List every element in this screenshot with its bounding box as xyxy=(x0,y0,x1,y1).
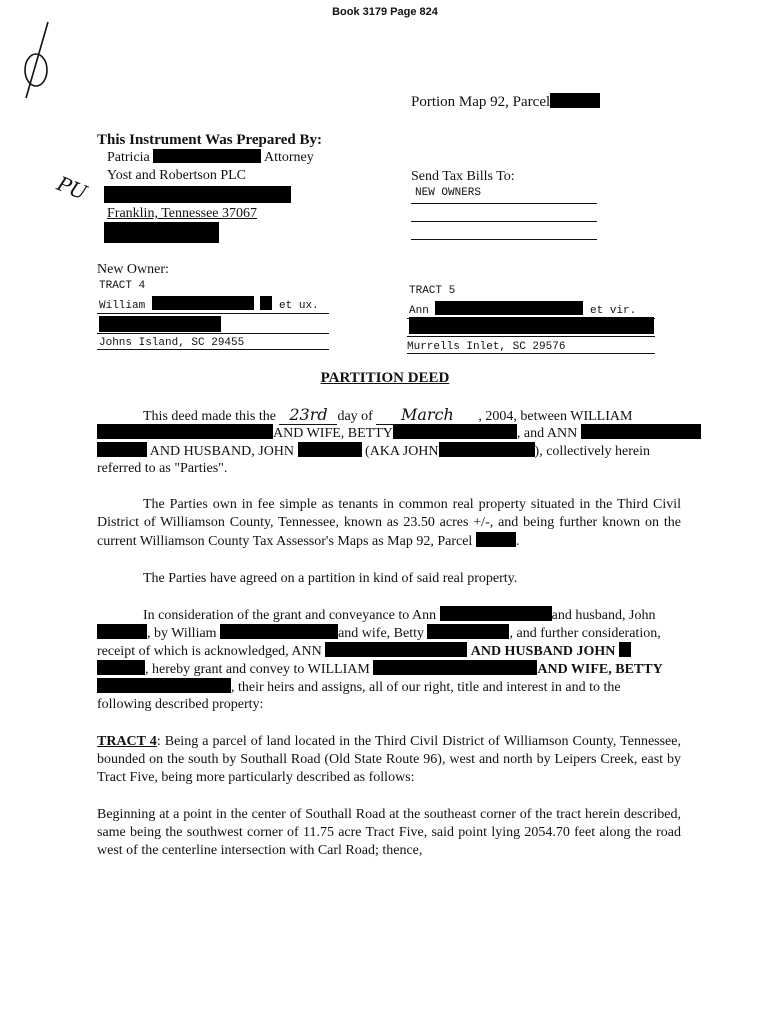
redaction-box xyxy=(373,660,537,675)
redaction-box xyxy=(97,442,147,457)
handwritten-day: 23rd xyxy=(279,406,337,425)
para2: The Parties own in fee simple as tenants in common real property situated in the Third Civil District of Williamson County, Tennessee, known as 23.50 acres +/-, and being further known on the current Williamson County Tax Assessor's Maps as Map 92, Parcel . xyxy=(97,497,681,549)
handwritten-month: March xyxy=(376,406,478,425)
redaction-box xyxy=(550,93,600,108)
tract5-owner-label: TRACT 5 xyxy=(409,285,456,297)
redaction-box xyxy=(619,642,631,657)
para4-line4: , hereby grant and convey to WILLIAM AND WIFE, BETTY xyxy=(97,660,663,679)
para1-line2: AND WIFE, BETTY , and ANN xyxy=(97,424,701,443)
para4-line5: , their heirs and assigns, all of our right, title and interest in and to the xyxy=(97,678,621,697)
para5-tract4: TRACT 4: Being a parcel of land located in the Third Civil District of Williamson County, Tennessee, bounded on the south by Southall Road (Old State Route 96), west and north by Leipers Creek, east by Tract Five, being more particularly described as follows: xyxy=(97,734,681,785)
redaction-box xyxy=(152,296,254,310)
tax-bills-line-1 xyxy=(411,203,597,204)
para1-line3: AND HUSBAND, JOHN (AKA JOHN ), collectively herein xyxy=(97,442,650,461)
redaction-box xyxy=(427,624,509,639)
preparer-city: Franklin, Tennessee 37067 xyxy=(107,206,258,221)
tract4-owner-label: TRACT 4 xyxy=(99,280,146,292)
redaction-box xyxy=(99,316,221,332)
tract5-owner-name-line: Ann et vir. xyxy=(409,301,636,320)
redaction-box xyxy=(325,642,467,657)
redaction-box xyxy=(104,222,219,243)
tract5-owner-city-underline xyxy=(407,353,655,354)
redaction-box xyxy=(220,624,338,639)
redaction-box xyxy=(440,606,552,621)
redaction-box xyxy=(393,424,517,439)
para6-beginning: Beginning at a point in the center of Southall Road at the southeast corner of the tract herein described, same being the southwest corner of 11.75 acre Tract Five, said point lying 2054.70 feet along the road west of the centerline intersection with Carl Road; thence, xyxy=(97,807,681,858)
tax-bills-line-2 xyxy=(411,221,597,222)
redaction-box xyxy=(97,424,273,439)
preparer-firm: Yost and Robertson PLC xyxy=(107,168,246,183)
redaction-box xyxy=(435,301,583,315)
handwritten-null-mark xyxy=(12,16,62,106)
tract5-owner-city: Murrells Inlet, SC 29576 xyxy=(407,341,566,353)
book-page-header: Book 3179 Page 824 xyxy=(332,6,438,18)
para4-line3: receipt of which is acknowledged, ANN AND HUSBAND JOHN xyxy=(97,642,631,661)
tract4-owner-name-line: William et ux. xyxy=(99,296,319,315)
tract4-owner-name-underline xyxy=(97,313,329,314)
tract5-owner-address-underline xyxy=(407,336,655,337)
new-owner-heading: New Owner: xyxy=(97,262,169,277)
prepared-by-heading: This Instrument Was Prepared By: xyxy=(97,132,323,148)
tax-bills-heading: Send Tax Bills To: xyxy=(411,169,515,184)
para4-line6: following described property: xyxy=(97,697,264,712)
tax-bills-line-3 xyxy=(411,239,597,240)
redaction-box xyxy=(298,442,362,457)
parcel-reference: Portion Map 92, Parcel xyxy=(411,93,600,111)
redaction-box xyxy=(97,660,145,675)
tract4-owner-city-underline xyxy=(97,349,329,350)
redaction-box xyxy=(97,678,231,693)
redaction-box xyxy=(104,186,291,203)
redaction-box xyxy=(439,442,535,457)
tract4-owner-city: Johns Island, SC 29455 xyxy=(99,337,245,349)
para1-line4: referred to as "Parties". xyxy=(97,461,228,476)
redaction-box xyxy=(476,532,516,547)
redaction-box xyxy=(581,424,701,439)
para4-line2: , by William and wife, Betty , and further consideration, xyxy=(97,624,661,643)
document-title: PARTITION DEED xyxy=(320,370,450,386)
redaction-box xyxy=(260,296,272,310)
para1-line1: This deed made this the 23rd day of March , 2004, between WILLIAM xyxy=(143,405,633,424)
redaction-box xyxy=(97,624,147,639)
para4-line1: In consideration of the grant and conveyance to Ann and husband, John xyxy=(143,608,656,623)
para3: The Parties have agreed on a partition in kind of said real property. xyxy=(143,571,518,586)
redaction-box xyxy=(153,149,261,163)
handwritten-initials: PU xyxy=(53,171,91,205)
tax-bills-recipient: NEW OWNERS xyxy=(415,187,482,199)
redaction-box xyxy=(409,317,654,334)
preparer-name-line: Patricia Attorney xyxy=(107,150,314,165)
